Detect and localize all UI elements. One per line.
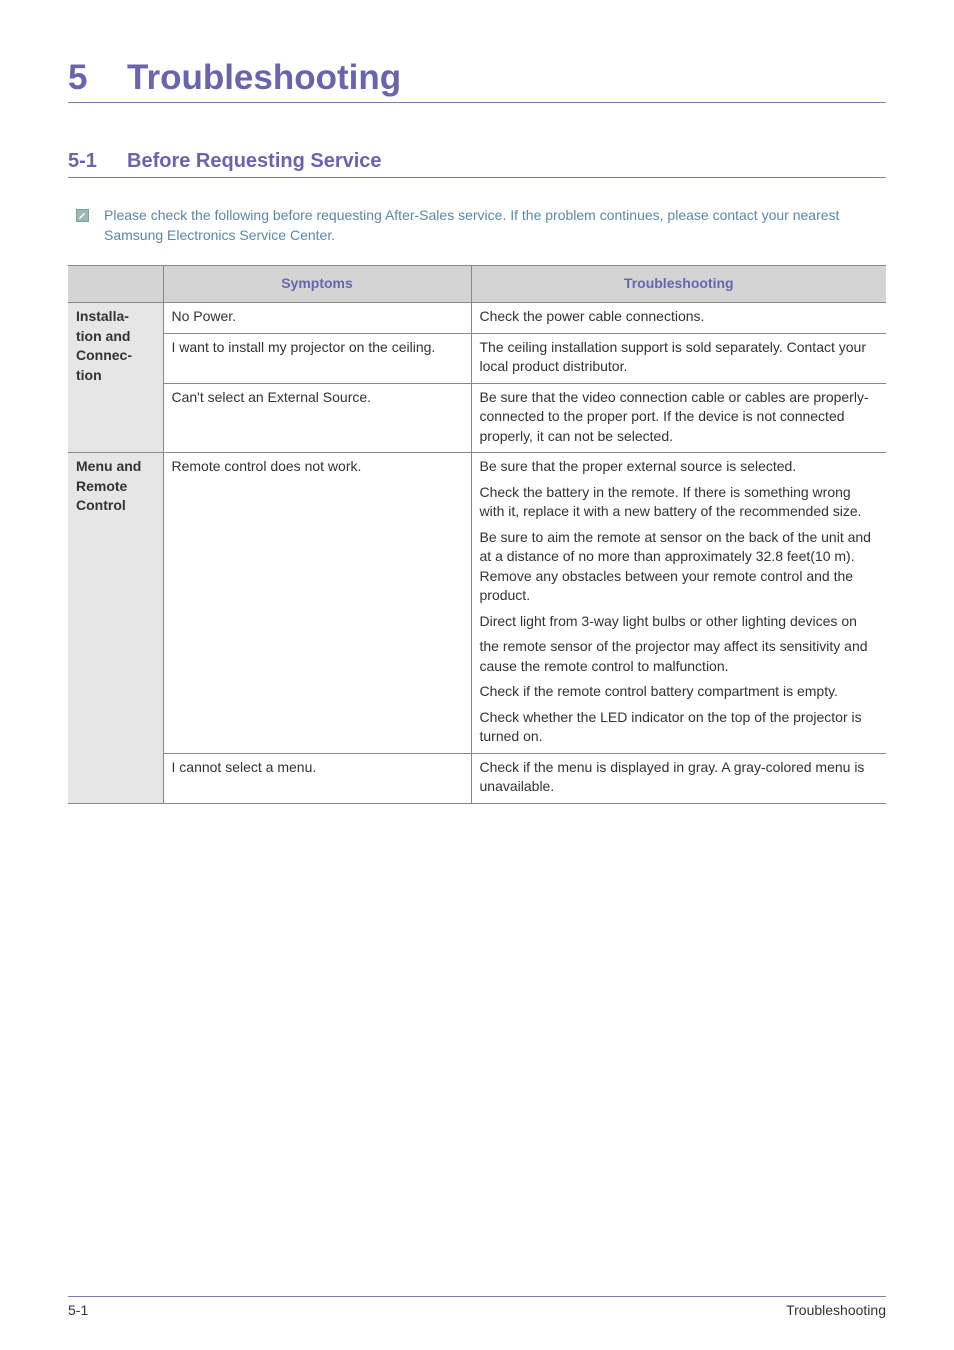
symptom-cell: Remote control does not work. (163, 453, 471, 754)
header-category (68, 266, 163, 303)
solution-cell (471, 453, 886, 754)
solution-text: Check whether the LED indicator on the top of the projector is turned on. (479, 708, 862, 744)
chapter-title: Troubleshooting (127, 58, 402, 97)
section-number: 5-1 (68, 150, 97, 172)
solution-text: Check the battery in the remote. If there is something wrong with it, replace it with a new battery of the recommended size. (479, 483, 862, 519)
table-row (68, 383, 886, 453)
solution-text: Be sure that the proper external source is selected. (479, 458, 797, 474)
troubleshooting-table (68, 265, 886, 804)
solution-cell (471, 383, 886, 453)
symptom-cell: No Power. (163, 303, 471, 334)
header-symptoms: Symptoms (163, 266, 471, 303)
section-heading (68, 148, 886, 178)
header-troubleshooting: Troubleshooting (471, 266, 886, 303)
solution-cell (471, 303, 886, 334)
category-cell: Menu and Remote Control (68, 453, 163, 804)
symptom-cell: I want to install my projector on the ceiling. (163, 333, 471, 383)
table-row (68, 753, 886, 803)
section-title: Before Requesting Service (127, 150, 382, 172)
solution-cell (471, 753, 886, 803)
solution-text: The ceiling installation support is sold separately. Contact your local product distributor. (479, 338, 866, 374)
solution-text: the remote sensor of the projector may affect its sensitivity and cause the remote control to malfunction. (479, 638, 868, 674)
solution-text: Check if the remote control battery compartment is empty. (479, 683, 838, 699)
solution-text: Be sure to aim the remote at sensor on the back of the unit and at a distance of no more than approximately 32.8 feet(10 m). Remove any obstacles between your remote control and the product. (479, 528, 871, 603)
table-row (68, 333, 886, 383)
solution-text: Direct light from 3-way light bulbs or other lighting devices on (479, 612, 857, 629)
solution-text: Check the power cable connections. (479, 308, 705, 324)
note-text: Please check the following before requesting After-Sales service. If the problem continues, please contact your nearest Samsung Electronics Service Center. (104, 207, 840, 243)
footer-chapter: Troubleshooting (786, 1302, 886, 1318)
chapter-number: 5 (68, 58, 88, 97)
solution-cell (471, 333, 886, 383)
footer-page-number: 5-1 (68, 1302, 89, 1318)
category-cell: Installa- tion and Connec- tion (68, 303, 163, 453)
table-header-row (68, 266, 886, 303)
table-row (68, 303, 886, 334)
note-icon (76, 209, 89, 222)
symptom-cell: Can't select an External Source. (163, 383, 471, 453)
page-footer (68, 1296, 886, 1318)
chapter-heading (68, 56, 886, 103)
table-row (68, 453, 886, 754)
solution-text: Check if the menu is displayed in gray. A gray-colored menu is unavailable. (479, 758, 865, 794)
symptom-cell: I cannot select a menu. (163, 753, 471, 803)
solution-text: Be sure that the video connection cable or cables are properly-connected to the proper port. If the device is not connected properly, it can not be selected. (479, 388, 869, 444)
